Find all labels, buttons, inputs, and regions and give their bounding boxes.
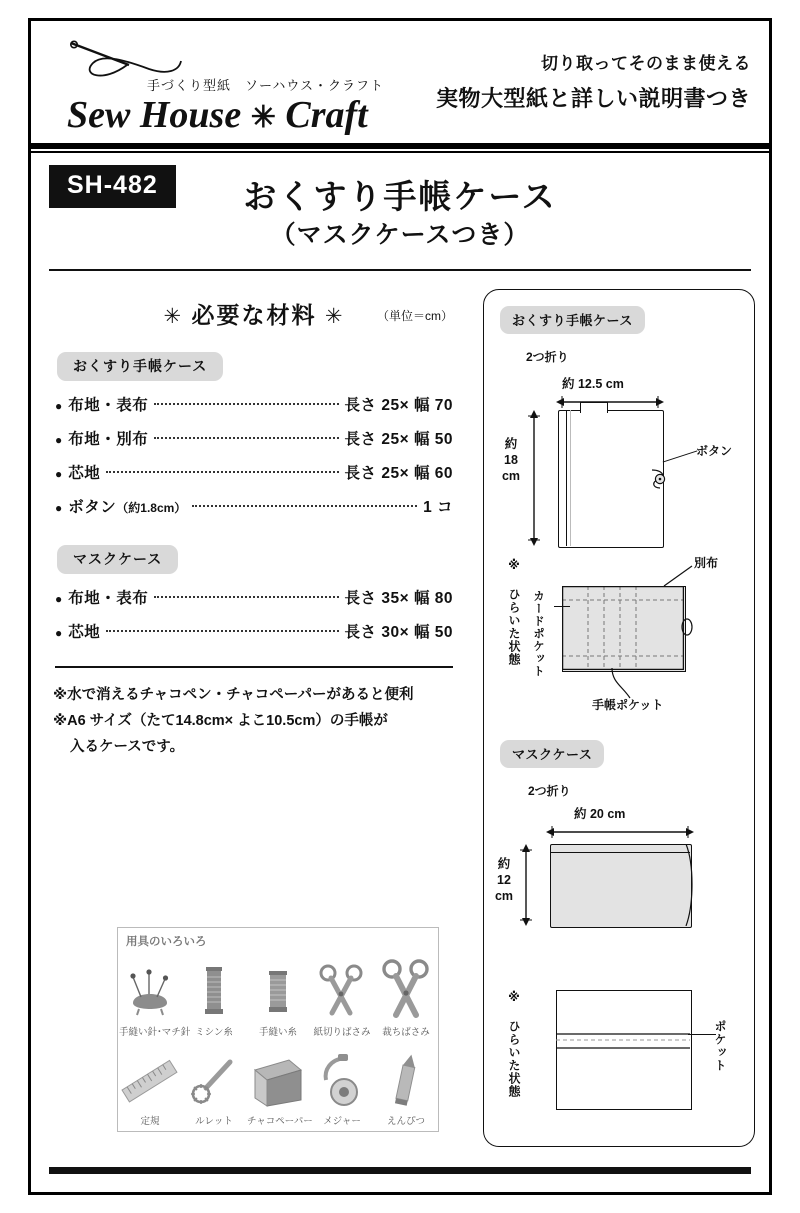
other-fabric-label: 別布 — [694, 556, 719, 570]
material-name: 芯地 — [68, 465, 101, 482]
tape-measure-icon — [311, 1048, 373, 1110]
fold-label-1: 2つ折り — [526, 350, 569, 364]
diagram-panel — [483, 289, 755, 1147]
tool-item — [311, 1048, 373, 1127]
pincushion-needles-icon — [119, 959, 181, 1021]
note-line: ※水で消えるチャコペン・チャコペーパーがあると便利 — [53, 686, 414, 703]
tool-item — [247, 959, 309, 1038]
tool-item — [183, 959, 245, 1038]
tool-label: 定規 — [140, 1116, 160, 1127]
tool-label: えんぴつ — [386, 1116, 425, 1127]
materials-heading-text: 必要な材料 — [191, 302, 317, 328]
tool-label: 紙切りばさみ — [313, 1027, 371, 1038]
button-leader-line — [663, 450, 698, 462]
header — [31, 21, 769, 143]
button-label: ボタン — [696, 444, 733, 458]
button-loop-icon — [680, 618, 694, 636]
mask-case-folded-body — [550, 844, 692, 928]
pattern-code-badge: SH-482 — [49, 165, 176, 208]
fold-label-2: 2つ折り — [528, 784, 571, 798]
tool-item — [375, 959, 437, 1038]
tool-item — [247, 1048, 313, 1127]
card-pocket-leader — [554, 606, 570, 607]
material-value: 長さ 25× 幅 60 — [344, 465, 453, 482]
height-dimension-1 — [498, 436, 524, 484]
bullet-icon: ● — [55, 626, 63, 640]
height-dim-value: 18 — [504, 453, 518, 467]
chaco-paper-icon — [247, 1048, 309, 1110]
diagram-tag-mask-case: マスクケース — [500, 740, 604, 768]
height-dim-unit: cm — [501, 469, 521, 483]
materials-list-1 — [49, 387, 459, 523]
width-dimension-2: 約 20 cm — [574, 807, 626, 821]
materials-notes — [53, 682, 455, 760]
tools-grid — [118, 950, 438, 1127]
material-row — [49, 421, 459, 455]
height-dim-prefix: 約 — [497, 857, 511, 871]
bullet-icon: ● — [55, 399, 63, 413]
material-value: 長さ 25× 幅 50 — [344, 431, 453, 448]
tool-item — [375, 1048, 437, 1127]
page-title: おくすり手帳ケース — [243, 178, 557, 215]
material-row — [49, 387, 459, 421]
material-value: 長さ 30× 幅 50 — [344, 624, 453, 641]
tool-item — [119, 1048, 181, 1127]
medicine-case-folded-body — [558, 410, 664, 548]
material-name: 布地・表布 — [68, 397, 149, 414]
bullet-icon: ● — [55, 501, 63, 515]
materials-list-2 — [49, 580, 459, 648]
materials-divider — [55, 666, 453, 668]
material-row — [49, 455, 459, 489]
fabric-scissors-icon — [375, 959, 437, 1021]
material-name: 布地・表布 — [68, 590, 149, 607]
paper-scissors-icon — [311, 959, 373, 1021]
tools-box — [117, 927, 439, 1132]
material-value: 長さ 35× 幅 80 — [344, 590, 453, 607]
bullet-icon: ● — [55, 433, 63, 447]
brand-title — [67, 93, 368, 140]
tool-label: 手縫い針･マチ針 — [119, 1027, 191, 1038]
asterisk-left-icon: ✳ — [163, 305, 184, 328]
header-rule-thick — [31, 143, 769, 149]
materials-unit-note: （単位＝cm） — [377, 309, 453, 323]
hand-thread-spool-icon — [247, 959, 309, 1021]
page-subtitle: （マスクケースつき） — [270, 221, 530, 249]
tool-label: チャコペーパー — [247, 1116, 313, 1127]
tool-label: ルレット — [195, 1116, 233, 1127]
note-line: ※A6 サイズ（たて14.8cm× よこ10.5cm）の手帳が — [53, 712, 388, 729]
tool-item — [119, 959, 191, 1038]
pocket-label: ポケット — [713, 1020, 727, 1072]
width-dimension-1: 約 12.5 cm — [562, 377, 624, 391]
material-row — [49, 580, 459, 614]
opened-state-label-1: ※ ひらいた状態 — [507, 558, 521, 666]
brand-subtitle: 手づくり型紙 ソーハウス・クラフト — [147, 78, 384, 93]
header-tagline-line1: 切り取ってそのまま使える — [541, 54, 751, 73]
materials-group-tag-1: おくすり手帳ケース — [57, 352, 223, 381]
opened-state-label-2: ※ ひらいた状態 — [507, 990, 521, 1098]
width-arrow-2 — [546, 826, 694, 838]
leader-dots — [154, 437, 338, 439]
asterisk-icon: ✳ — [250, 101, 276, 134]
tools-box-title: 用具のいろいろ — [126, 936, 207, 948]
tool-label: 裁ちばさみ — [382, 1027, 430, 1038]
material-name-note: （約1.8cm） — [116, 501, 187, 515]
materials-column — [49, 277, 459, 1156]
height-dim-prefix: 約 — [504, 437, 518, 451]
tracing-wheel-icon — [183, 1048, 245, 1110]
title-band — [31, 153, 769, 271]
material-row — [49, 489, 459, 523]
height-dim-value: 12 — [497, 873, 511, 887]
button-closure-icon — [650, 468, 676, 490]
tool-label: ミシン糸 — [195, 1027, 233, 1038]
material-value: 長さ 25× 幅 70 — [344, 397, 453, 414]
height-arrow-2 — [520, 844, 532, 926]
brand-title-right: Craft — [285, 94, 368, 136]
title-divider — [49, 269, 751, 271]
materials-group-tag-2: マスクケース — [57, 545, 178, 574]
height-dimension-2 — [492, 856, 516, 904]
fold-line-1 — [566, 410, 567, 546]
tool-item — [183, 1048, 245, 1127]
leader-dots — [106, 630, 338, 632]
mask-case-fold-edge — [684, 844, 696, 926]
height-arrow-1 — [528, 410, 540, 546]
tool-label: メジャー — [323, 1116, 361, 1127]
machine-thread-spool-icon — [183, 959, 245, 1021]
material-name: ボタン（約1.8cm） — [68, 499, 187, 516]
leader-dots — [192, 505, 417, 507]
footer-rule — [49, 1167, 751, 1174]
tool-label: 手縫い糸 — [258, 1027, 297, 1038]
height-dim-unit: cm — [494, 889, 514, 903]
materials-heading — [49, 297, 459, 330]
pattern-sheet — [28, 18, 772, 1195]
material-name: 芯地 — [68, 624, 101, 641]
bullet-icon: ● — [55, 467, 63, 481]
tools-row-2 — [118, 1039, 438, 1127]
open-body-detail-lines — [562, 586, 684, 670]
header-tagline-line2: 実物大型紙と詳しい説明書つき — [435, 86, 751, 111]
brand-logo — [49, 37, 429, 137]
other-fabric-leader — [660, 564, 694, 588]
material-name: 布地・別布 — [68, 431, 149, 448]
card-pocket-label: カードポケット — [532, 590, 544, 678]
leader-dots — [154, 596, 338, 598]
pencil-icon — [375, 1048, 437, 1110]
note-line: 入るケースです。 — [70, 738, 185, 755]
leader-dots — [106, 471, 338, 473]
case-top-tab — [580, 402, 608, 413]
mask-case-top-line — [550, 852, 690, 853]
leader-dots — [154, 403, 338, 405]
asterisk-right-icon: ✳ — [324, 305, 345, 328]
notebook-pocket-label: 手帳ポケット — [592, 698, 664, 712]
material-value: 1 コ — [423, 499, 453, 516]
mask-case-open-detail — [556, 990, 690, 1108]
diagram-tag-medicine-case: おくすり手帳ケース — [500, 306, 645, 334]
width-arrow-1 — [556, 396, 664, 408]
header-tagline — [421, 49, 751, 113]
tool-item — [311, 959, 373, 1038]
brand-title-left: Sew House — [67, 94, 242, 136]
tools-row-1 — [118, 950, 438, 1038]
bullet-icon: ● — [55, 592, 63, 606]
fold-line-2 — [570, 410, 571, 546]
material-row — [49, 614, 459, 648]
ruler-icon — [119, 1048, 181, 1110]
